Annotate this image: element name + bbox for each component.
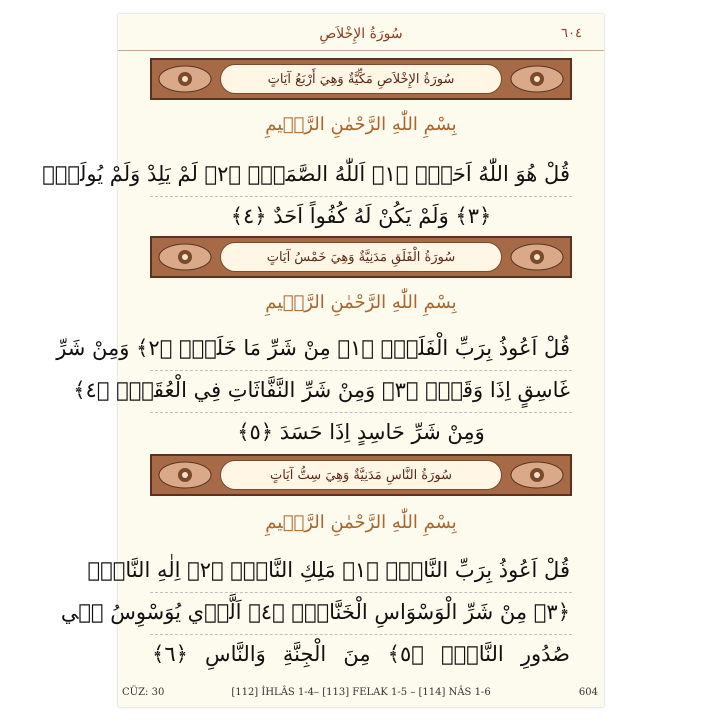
ornament-icon (508, 241, 566, 273)
surah-banner-nas (150, 454, 572, 496)
surah-banner-falaq (150, 236, 572, 278)
line-divider (150, 412, 572, 413)
verse-line: غَاسِقٍ اِذَا وَقَبَۙ ﴿٣﴾ وَمِنْ شَرِّ النَّفَّاثَاتِ فِي الْعُقَدِۙ ﴿٤﴾ (73, 378, 570, 402)
verse-line: ﴿٣﴾ وَلَمْ يَكُنْ لَهُ كُفُواً اَحَدٌ ﴿٤﴾ (230, 204, 492, 228)
header-page-number: ٦٠٤ (561, 26, 582, 41)
line-divider (150, 196, 572, 197)
page-footer (118, 683, 604, 703)
footer-page-number: 604 (578, 687, 598, 698)
basmala: بِسْمِ اللّٰهِ الرَّحْمٰنِ الرَّح۪يمِ (265, 292, 457, 313)
header-surah-title: سُورَةُ الإِخْلاَصِ (319, 26, 403, 42)
verse-line: قُلْ هُوَ اللّٰهُ اَحَدٌۚ ﴿١﴾ اَللّٰهُ الصَّمَدُۚ ﴿٢﴾ لَمْ يَلِدْ وَلَمْ يُولَدْۙ (42, 162, 570, 186)
line-divider (150, 634, 572, 635)
verse-line: صُدُورِ النَّاسِۙ ﴿٥﴾ مِنَ الْجِنَّةِ وَالنَّاسِ ﴿٦﴾ (152, 642, 570, 666)
basmala: بِسْمِ اللّٰهِ الرَّحْمٰنِ الرَّح۪يمِ (265, 114, 457, 135)
surah-banner-text: سُورَةُ النَّاسِ مَدَنِيَّةٌ وَهِيَ سِتُّ آيَاتٍ (269, 467, 453, 483)
ornament-icon (156, 63, 214, 95)
basmala: بِسْمِ اللّٰهِ الرَّحْمٰنِ الرَّح۪يمِ (265, 512, 457, 533)
mushaf-page (42, 14, 604, 707)
surah-banner-text: سُورَةُ الإِخْلاَصِ مَكِّيَّةٌ وَهِيَ أَرْبَعُ آيَاتٍ (267, 71, 455, 87)
verse-line: قُلْ اَعُوذُ بِرَبِّ النَّاسِۙ ﴿١﴾ مَلِكِ النَّاسِۙ ﴿٢﴾ اِلٰهِ النَّاسِۙ (87, 558, 570, 582)
ornament-icon (156, 459, 214, 491)
banner-cartouche (220, 64, 502, 94)
surah-banner-text: سُورَةُ الْفَلَقِ مَدَنِيَّةٌ وَهِيَ خَمْسُ آيَاتٍ (266, 249, 456, 265)
banner-cartouche (220, 460, 502, 490)
line-divider (150, 592, 572, 593)
footer-surah-range: [112] İHLÂS 1-4– [113] FELAK 1-5 – [114] NÂS 1-6 (231, 687, 491, 698)
banner-cartouche (220, 242, 502, 272)
verse-line: ﴿٣﴾ مِنْ شَرِّ الْوَسْوَاسِ الْخَنَّاسِۙ ﴿٤﴾ اَلَّذ۪ي يُوَسْوِسُ ف۪ي (60, 600, 570, 624)
verse-line: قُلْ اَعُوذُ بِرَبِّ الْفَلَقِۙ ﴿١﴾ مِنْ شَرِّ مَا خَلَقَۙ ﴿٢﴾ وَمِنْ شَرِّ (56, 336, 570, 360)
ornament-icon (508, 459, 566, 491)
verse-line: وَمِنْ شَرِّ حَاسِدٍ اِذَا حَسَدَ ﴿٥﴾ (237, 420, 485, 444)
footer-juz: CÜZ: 30 (122, 687, 165, 698)
line-divider (150, 370, 572, 371)
ornament-icon (156, 241, 214, 273)
ornament-icon (508, 63, 566, 95)
page-header (118, 20, 604, 51)
surah-banner-ikhlas (150, 58, 572, 100)
